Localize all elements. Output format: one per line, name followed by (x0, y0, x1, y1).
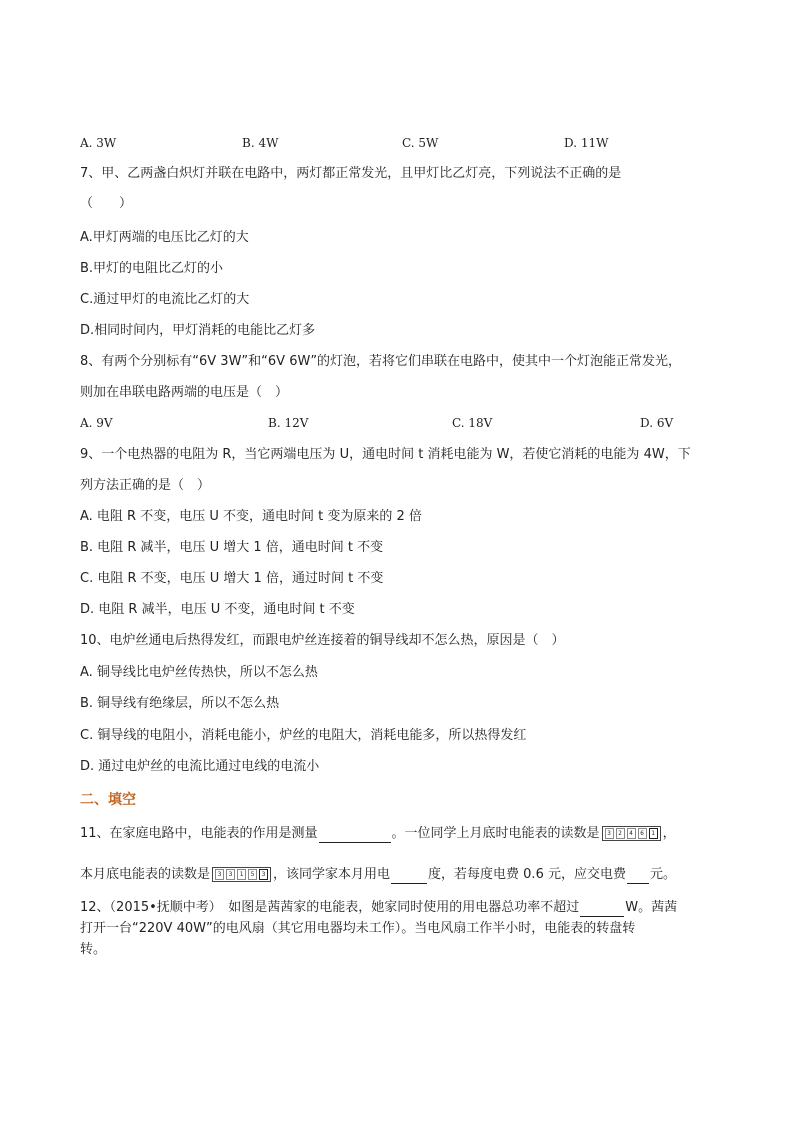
q7-paren: （ ） (80, 196, 133, 211)
q12-blank-power[interactable] (580, 902, 624, 917)
q7-option-b: B.甲灯的电阻比乙灯的小 (80, 261, 224, 276)
q11-line-2 (80, 866, 676, 884)
q8-option-b: B. 12V (268, 416, 309, 430)
q8-stem-2: 则加在串联电路两端的电压是（ ） (80, 385, 289, 400)
q11-text-4: ，该同学家本月用电 (273, 867, 391, 882)
q10-option-b: B. 铜导线有绝缘层，所以不怎么热 (80, 696, 280, 711)
q7-option-a: A.甲灯两端的电压比乙灯的大 (80, 230, 249, 245)
q11-blank-fee[interactable] (627, 869, 649, 884)
q7-option-c: C.通过甲灯的电流比乙灯的大 (80, 292, 250, 307)
q9-option-a: A. 电阻 R 不变，电压 U 不变，通电时间 t 变为原来的 2 倍 (80, 509, 422, 524)
q6-option-a: A. 3W (80, 136, 117, 150)
meter-reading-last-month: 3 2 4 6 1 (602, 826, 661, 841)
section-heading-fill-in: 二、填空 (80, 792, 136, 808)
q12-text-2: W。茜茜 (625, 900, 678, 915)
q12-text-1: 12、（2015•抚顺中考） 如图是茜茜家的电能表，她家同时使用的用电器总功率不超过 (80, 900, 580, 915)
q11-text-2: 。一位同学上月底时电能表的读数是 (391, 826, 600, 841)
q10-stem: 10、电炉丝通电后热得发红，而跟电炉丝连接着的铜导线却不怎么热，原因是（ ） (80, 633, 565, 648)
q9-stem-2: 列方法正确的是（ ） (80, 478, 211, 493)
q11-line-1: 11、在家庭电路中，电能表的作用是测量 。一位同学上月底时电能表的读数是 3 2 4 6 1 ， (80, 826, 676, 841)
q11-blank-measure[interactable] (319, 828, 391, 843)
q11-text-3: 本月底电能表的读数是 (80, 867, 211, 882)
q6-option-c: C. 5W (402, 136, 439, 150)
q12-line-2: 打开一台“220V 40W”的电风扇（其它用电器均未工作）。当电风扇工作半小时，电能表的转盘转 (80, 921, 636, 936)
q6-option-d: D. 11W (564, 136, 609, 150)
q11-text-1: 11、在家庭电路中，电能表的作用是测量 (80, 826, 318, 841)
q7-option-d: D.相同时间内，甲灯消耗的电能比乙灯多 (80, 323, 316, 338)
q8-option-c: C. 18V (452, 416, 493, 430)
q8-stem: 8、有两个分别标有“6V 3W”和“6V 6W”的灯泡，若将它们串联在电路中，使其中一个灯泡能正常发光， (80, 354, 682, 369)
meter-reading-this-month: 3 3 1 5 3 (212, 867, 271, 882)
q9-stem: 9、一个电热器的电阻为 R，当它两端电压为 U，通电时间 t 消耗电能为 W，若使它消耗的电能为 4W，下 (80, 447, 691, 462)
q12-line-1 (80, 899, 677, 917)
q9-option-b: B. 电阻 R 减半，电压 U 增大 1 倍，通电时间 t 不变 (80, 540, 384, 555)
q9-option-d: D. 电阻 R 减半，电压 U 不变，通电时间 t 不变 (80, 602, 355, 617)
q7-stem: 7、甲、乙两盏白炽灯并联在电路中，两灯都正常发光，且甲灯比乙灯亮，下列说法不正确的是 (80, 166, 622, 181)
q10-option-a: A. 铜导线比电炉丝传热快，所以不怎么热 (80, 665, 318, 680)
q8-option-a: A. 9V (80, 416, 113, 430)
q11-text-6: 元。 (649, 867, 676, 882)
q11-blank-kwh[interactable] (391, 869, 427, 884)
q10-option-d: D. 通过电炉丝的电流比通过电线的电流小 (80, 759, 320, 774)
q6-option-b: B. 4W (242, 136, 279, 150)
q10-option-c: C. 铜导线的电阻小，消耗电能小，炉丝的电阻大，消耗电能多，所以热得发红 (80, 728, 527, 743)
q9-option-c: C. 电阻 R 不变，电压 U 增大 1 倍，通过时间 t 不变 (80, 571, 384, 586)
q8-option-d: D. 6V (640, 416, 674, 430)
q11-text-5: 度，若每度电费 0.6 元，应交电费 (428, 867, 626, 882)
q12-line-3: 转。 (80, 942, 107, 957)
